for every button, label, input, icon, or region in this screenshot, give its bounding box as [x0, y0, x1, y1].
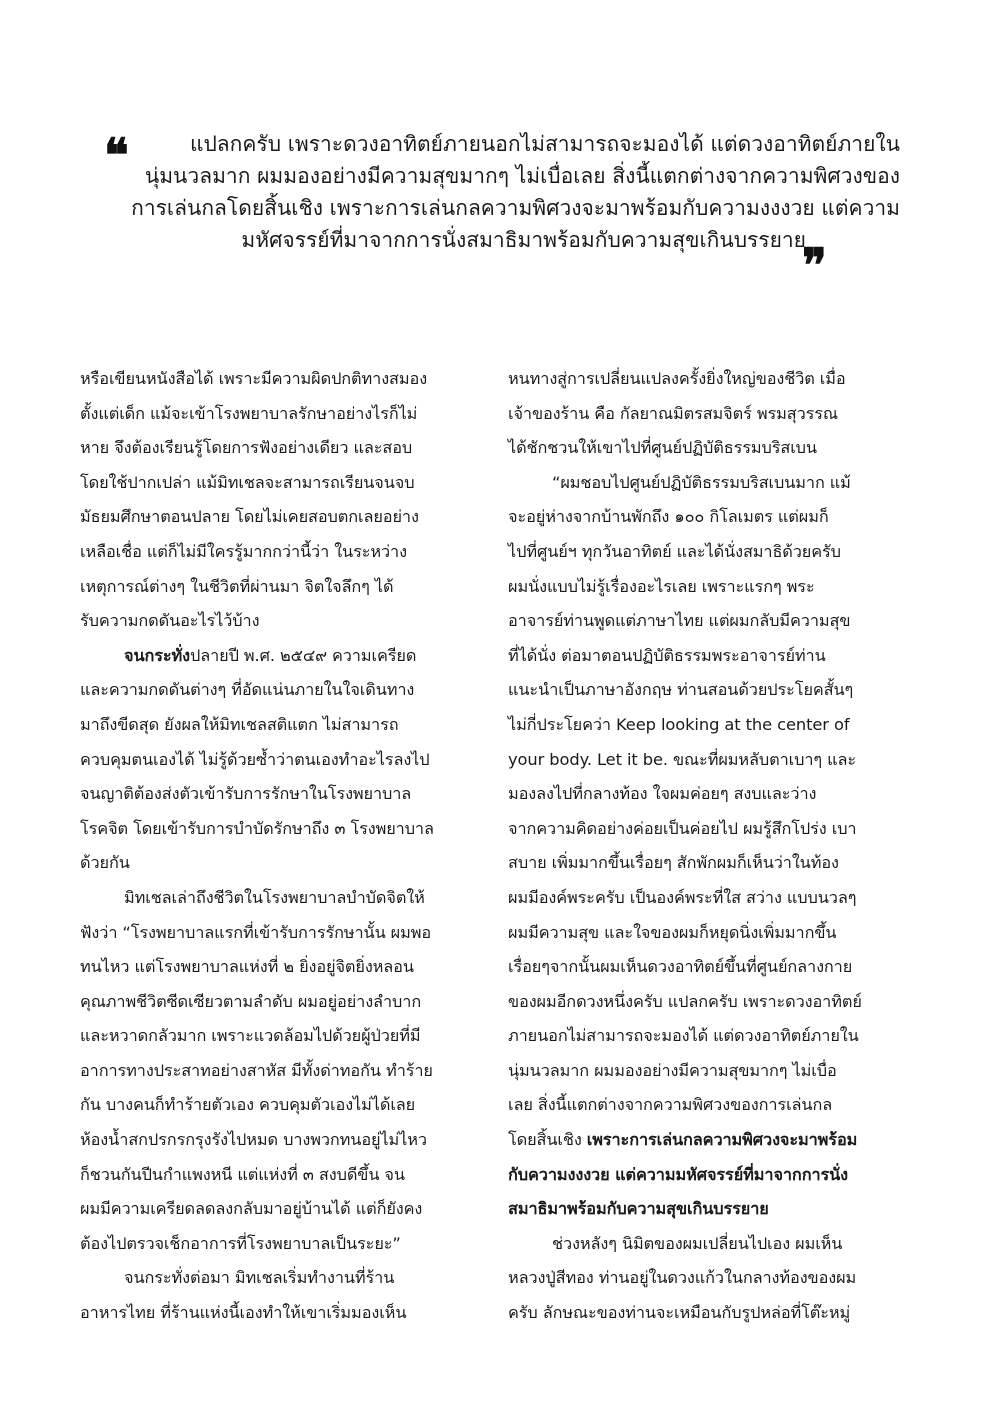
text-line — [80, 1158, 482, 1193]
text-line — [508, 1123, 890, 1158]
line-text: นุ่มนวลมาก ผมมองอย่างมีความสุขมากๆ ไม่เบื่อ — [508, 1060, 837, 1080]
text-line — [508, 431, 890, 466]
text-line — [80, 500, 482, 535]
line-text: โรคจิต โดยเข้ารับการบำบัดรักษาถึง ๓ โรงพยาบาล — [80, 818, 434, 838]
text-line — [508, 362, 890, 397]
line-text: อาจารย์ท่านพูดแต่ภาษาไทย แต่ผมกลับมีความสุข — [508, 611, 851, 631]
line-text: รับความกดดันอะไรไว้บ้าง — [80, 611, 260, 631]
line-text: จากความคิดอย่างค่อยเป็นค่อยไป ผมรู้สึกโปร่ง เบา — [508, 818, 857, 838]
line-text: โดยสิ้นเชิง — [508, 1130, 587, 1150]
text-line — [80, 431, 482, 466]
line-text: มัธยมศึกษาตอนปลาย โดยไม่เคยสอบตกเลยอย่าง — [80, 507, 419, 527]
text-line — [508, 1054, 890, 1089]
line-text: ของผมอีกดวงหนึ่งครับ แปลกครับ เพราะดวงอาทิตย์ — [508, 991, 862, 1011]
line-text: ผมมีองค์พระครับ เป็นองค์พระที่ใส สว่าง แบบนวลๆ — [508, 887, 857, 907]
text-line — [508, 777, 890, 812]
line-text: หรือเขียนหนังสือได้ เพราะมีความผิดปกติทางสมอง — [80, 369, 428, 388]
pull-quote-line: แปลกครับ เพราะดวงอาทิตย์ภายนอกไม่สามารถจะมองได้ แต่ดวงอาทิตย์ภายใน — [189, 132, 900, 156]
line-text: ภายนอกไม่สามารถจะมองได้ แต่ดวงอาทิตย์ภายใน — [508, 1026, 859, 1046]
text-line — [508, 950, 890, 985]
text-line — [80, 743, 482, 778]
pull-quote — [90, 128, 900, 292]
line-text: ไม่กี่ประโยคว่า Keep looking at the center of — [508, 714, 850, 734]
text-line — [80, 916, 482, 951]
close-quote-icon: ❞ — [802, 238, 827, 292]
bold-text: กับความงงงวย แต่ความมหัศจรรย์ที่มาจากการนั่ง — [508, 1164, 849, 1184]
line-text: คุณภาพชีวิตซีดเซียวตามลำดับ ผมอยู่อย่างลำบาก — [80, 991, 422, 1011]
line-text: ครับ ลักษณะของท่านจะเหมือนกับรูปหล่อที่โต๊ะหมู่ — [508, 1303, 851, 1323]
line-text: เลย สิ่งนี้แตกต่างจากความพิศวงของการเล่นกล — [508, 1095, 833, 1115]
text-line — [80, 985, 482, 1020]
line-text: กัน บางคนก็ทำร้ายตัวเอง ควบคุมตัวเองไม่ได้เลย — [80, 1095, 416, 1115]
line-text: ต้องไปตรวจเช็กอาการที่โรงพยาบาลเป็นระยะ” — [80, 1233, 401, 1253]
line-text: แนะนำเป็นภาษาอังกฤษ ท่านสอนด้วยประโยคสั้นๆ — [508, 680, 854, 700]
pull-quote-line: มหัศจรรย์ที่มาจากการนั่งสมาธิมาพร้อมกับความสุขเกินบรรยาย — [241, 228, 806, 252]
text-line — [508, 881, 890, 916]
pull-quote-line: นุ่มนวลมาก ผมมองอย่างมีความสุขมากๆ ไม่เบื่อเลย สิ่งนี้แตกต่างจากความพิศวงของ — [144, 164, 900, 188]
bold-text: เพราะการเล่นกลความพิศวงจะมาพร้อม — [586, 1130, 858, 1150]
line-text: your body. Let it be. ขณะที่ผมหลับตาเบาๆ และ — [508, 749, 857, 769]
text-line — [508, 1192, 890, 1227]
line-text: ด้วยกัน — [80, 853, 130, 873]
line-text: และความกดดันต่างๆ ที่อัดแน่นภายในใจเดินทาง — [80, 680, 415, 700]
text-line — [508, 846, 890, 881]
text-line — [80, 1296, 482, 1331]
text-line — [80, 639, 482, 674]
text-line — [80, 673, 482, 708]
bold-text: สมาธิมาพร้อมกับความสุขเกินบรรยาย — [508, 1199, 769, 1219]
line-text: ปลายปี พ.ศ. ๒๕๔๙ ความเครียด — [190, 645, 417, 665]
text-line — [508, 466, 890, 501]
bold-text: จนกระทั่ง — [124, 645, 190, 665]
text-line — [80, 881, 482, 916]
open-quote-icon: ❝ — [104, 128, 129, 182]
line-text: และหวาดกลัวมาก เพราะแวดล้อมไปด้วยผู้ป่วยที่มี — [80, 1026, 421, 1046]
line-text: ตั้งแต่เด็ก แม้จะเข้าโรงพยาบาลรักษาอย่างไรก็ไม่ — [80, 403, 418, 423]
line-text: หลวงปู่สีทอง ท่านอยู่ในดวงแก้วในกลางท้องของผม — [508, 1268, 857, 1288]
text-line — [80, 1019, 482, 1054]
line-text: เรื่อยๆจากนั้นผมเห็นดวงอาทิตย์ขึ้นที่ศูนย์กลางกาย — [508, 957, 853, 977]
text-line — [508, 535, 890, 570]
line-text: ช่วงหลังๆ นิมิตของผมเปลี่ยนไปเอง ผมเห็น — [552, 1233, 843, 1253]
text-line — [508, 570, 890, 605]
line-text: อาการทางประสาทอย่างสาหัส มีทั้งด่าทอกัน ทำร้าย — [80, 1060, 433, 1080]
line-text: เหลือเชื่อ แต่ก็ไม่มีใครรู้มากกว่านี้ว่า ในระหว่าง — [80, 541, 407, 561]
text-line — [508, 673, 890, 708]
line-text: ผมมีความสุข และใจของผมก็หยุดนิ่งเพิ่มมากขึ้น — [508, 922, 837, 942]
text-line — [80, 466, 482, 501]
text-line — [508, 1227, 890, 1262]
text-line — [80, 846, 482, 881]
text-line — [508, 1158, 890, 1193]
text-line — [508, 708, 890, 743]
line-text: มองลงไปที่กลางท้อง ใจผมค่อยๆ สงบและว่าง — [508, 784, 817, 804]
text-line — [508, 1019, 890, 1054]
text-line — [80, 777, 482, 812]
left-text-column — [80, 362, 482, 1331]
text-line — [508, 397, 890, 432]
text-line — [80, 1088, 482, 1123]
line-text: หนทางสู่การเปลี่ยนแปลงครั้งยิ่งใหญ่ของชีวิต เมื่อ — [508, 369, 846, 388]
text-line — [508, 985, 890, 1020]
text-line — [80, 1227, 482, 1262]
line-text: อาหารไทย ที่ร้านแห่งนี้เองทำให้เขาเริ่มมองเห็น — [80, 1303, 407, 1323]
line-text: ควบคุมตนเองได้ ไม่รู้ด้วยซ้ำว่าตนเองทำอะไรลงไป — [80, 749, 430, 769]
text-line — [80, 604, 482, 639]
line-text: สบาย เพิ่มมากขึ้นเรื่อยๆ สักพักผมก็เห็นว่าในท้อง — [508, 853, 839, 873]
text-line — [508, 743, 890, 778]
line-text: ห้องน้ำสกปรกรกรุงรังไปหมด บางพวกทนอยู่ไม่ไหว — [80, 1130, 427, 1150]
line-text: เหตุการณ์ต่างๆ ในชีวิตที่ผ่านมา จิตใจลึกๆ ได้ — [80, 576, 394, 596]
text-line — [508, 604, 890, 639]
text-line — [80, 570, 482, 605]
line-text: “ผมชอบไปศูนย์ปฏิบัติธรรมบริสเบนมาก แม้ — [552, 472, 851, 492]
text-line — [80, 362, 482, 397]
text-line — [80, 812, 482, 847]
line-text: เจ้าของร้าน คือ กัลยาณมิตรสมจิตร์ พรมสุวรรณ — [508, 403, 838, 423]
text-line — [508, 916, 890, 951]
text-line — [80, 1123, 482, 1158]
line-text: ที่ได้นั่ง ต่อมาตอนปฏิบัติธรรมพระอาจารย์ท่าน — [508, 645, 826, 665]
line-text: จะอยู่ห่างจากบ้านพักถึง ๑๐๐ กิโลเมตร แต่ผมก็ — [508, 507, 829, 527]
line-text: มาถึงขีดสุด ยังผลให้มิทเชลสติแตก ไม่สามารถ — [80, 714, 399, 734]
line-text: จนกระทั่งต่อมา มิทเชลเริ่มทำงานที่ร้าน — [124, 1268, 395, 1288]
text-line — [80, 1261, 482, 1296]
text-line — [80, 708, 482, 743]
text-line — [80, 397, 482, 432]
line-text: ก็ชวนกันปีนกำแพงหนี แต่แห่งที่ ๓ สงบดีขึ้น จน — [80, 1164, 405, 1184]
line-text: ฟังว่า “โรงพยาบาลแรกที่เข้ารับการรักษานั้น ผมพอ — [80, 922, 432, 942]
line-text: ทนไหว แต่โรงพยาบาลแห่งที่ ๒ ยิ่งอยู่จิตยิ่งหลอน — [80, 957, 414, 977]
text-line — [508, 639, 890, 674]
text-line — [80, 950, 482, 985]
line-text: ผมนั่งแบบไม่รู้เรื่องอะไรเลย เพราะแรกๆ พระ — [508, 576, 815, 596]
right-text-column — [508, 362, 890, 1331]
line-text: ผมมีความเครียดลดลงกลับมาอยู่บ้านได้ แต่ก็ยังคง — [80, 1199, 423, 1219]
line-text: โดยใช้ปากเปล่า แม้มิทเชลจะสามารถเรียนจนจบ — [80, 472, 415, 492]
text-line — [508, 1261, 890, 1296]
text-line — [80, 1054, 482, 1089]
line-text: หาย จึงต้องเรียนรู้โดยการฟังอย่างเดียว และสอบ — [80, 438, 413, 458]
line-text: มิทเชลเล่าถึงชีวิตในโรงพยาบาลบำบัดจิตให้ — [124, 887, 425, 907]
text-line — [508, 1088, 890, 1123]
text-line — [508, 500, 890, 535]
text-line — [80, 1192, 482, 1227]
text-line — [80, 535, 482, 570]
pull-quote-line: การเล่นกลโดยสิ้นเชิง เพราะการเล่นกลความพิศวงจะมาพร้อมกับความงงงวย แต่ความ — [131, 196, 900, 220]
line-text: ได้ชักชวนให้เขาไปที่ศูนย์ปฏิบัติธรรมบริสเบน — [508, 438, 817, 458]
text-line — [508, 1296, 890, 1331]
text-line — [508, 812, 890, 847]
line-text: จนญาติต้องส่งตัวเข้ารับการรักษาในโรงพยาบาล — [80, 784, 412, 804]
line-text: ไปที่ศูนย์ฯ ทุกวันอาทิตย์ และได้นั่งสมาธิด้วยครับ — [508, 541, 841, 561]
